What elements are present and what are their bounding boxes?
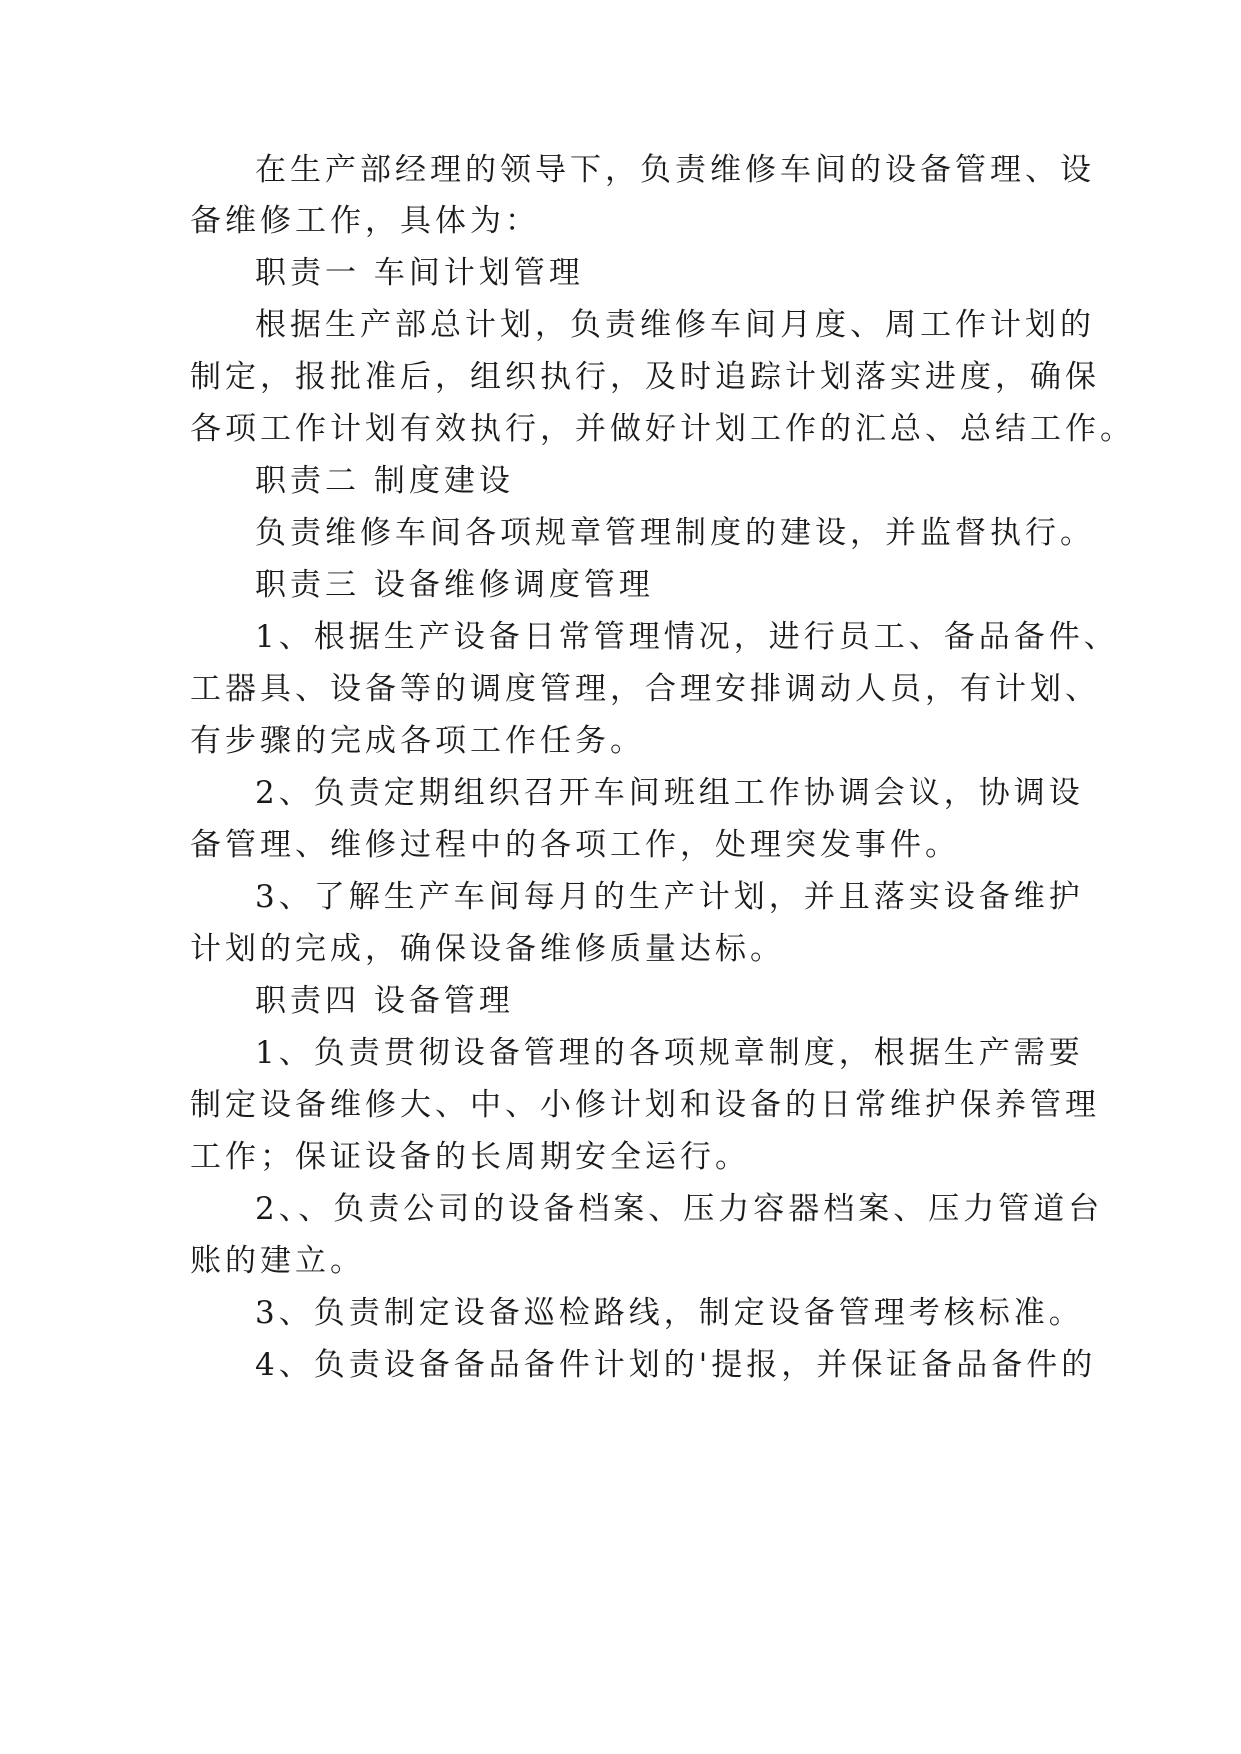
paragraph-line: 3、了解生产车间每月的生产计划，并且落实设备维护 [255, 879, 1084, 915]
paragraph-line: 工器具、设备等的调度管理，合理安排调动人员，有计划、 [190, 671, 1100, 707]
paragraph-line: 4、负责设备备品备件计划的'提报，并保证备品备件的 [255, 1347, 1097, 1383]
paragraph-line: 2、、负责公司的设备档案、压力容器档案、压力管道台 [255, 1191, 1104, 1227]
paragraph-line: 3、负责制定设备巡检路线，制定设备管理考核标准。 [255, 1295, 1084, 1331]
paragraph-line: 根据生产部总计划，负责维修车间月度、周工作计划的 [255, 307, 1095, 343]
paragraph-line: 负责维修车间各项规章管理制度的建设，并监督执行。 [255, 515, 1095, 551]
paragraph-line: 账的建立。 [190, 1243, 365, 1279]
paragraph-line: 在生产部经理的领导下，负责维修车间的设备管理、设 [255, 152, 1095, 188]
paragraph-line: 2、负责定期组织召开车间班组工作协调会议，协调设 [255, 775, 1084, 811]
paragraph-line: 有步骤的完成各项工作任务。 [190, 723, 645, 759]
paragraph-line: 1、负责贯彻设备管理的各项规章制度，根据生产需要 [255, 1035, 1084, 1071]
paragraph-line: 备管理、维修过程中的各项工作，处理突发事件。 [190, 827, 960, 863]
section-heading-1: 职责一 车间计划管理 [255, 255, 584, 291]
paragraph-line: 计划的完成，确保设备维修质量达标。 [190, 931, 785, 967]
paragraph-line: 工作；保证设备的长周期安全运行。 [190, 1139, 750, 1175]
section-heading-3: 职责三 设备维修调度管理 [255, 567, 654, 603]
paragraph-line: 各项工作计划有效执行，并做好计划工作的汇总、总结工作。 [190, 411, 1135, 447]
paragraph-line: 制定，报批准后，组织执行，及时追踪计划落实进度，确保 [190, 359, 1100, 395]
paragraph-line: 制定设备维修大、中、小修计划和设备的日常维护保养管理 [190, 1087, 1100, 1123]
paragraph-line: 1、根据生产设备日常管理情况，进行员工、备品备件、 [255, 619, 1119, 655]
section-heading-4: 职责四 设备管理 [255, 983, 514, 1019]
section-heading-2: 职责二 制度建设 [255, 463, 514, 499]
paragraph-line: 备维修工作，具体为： [190, 203, 540, 239]
